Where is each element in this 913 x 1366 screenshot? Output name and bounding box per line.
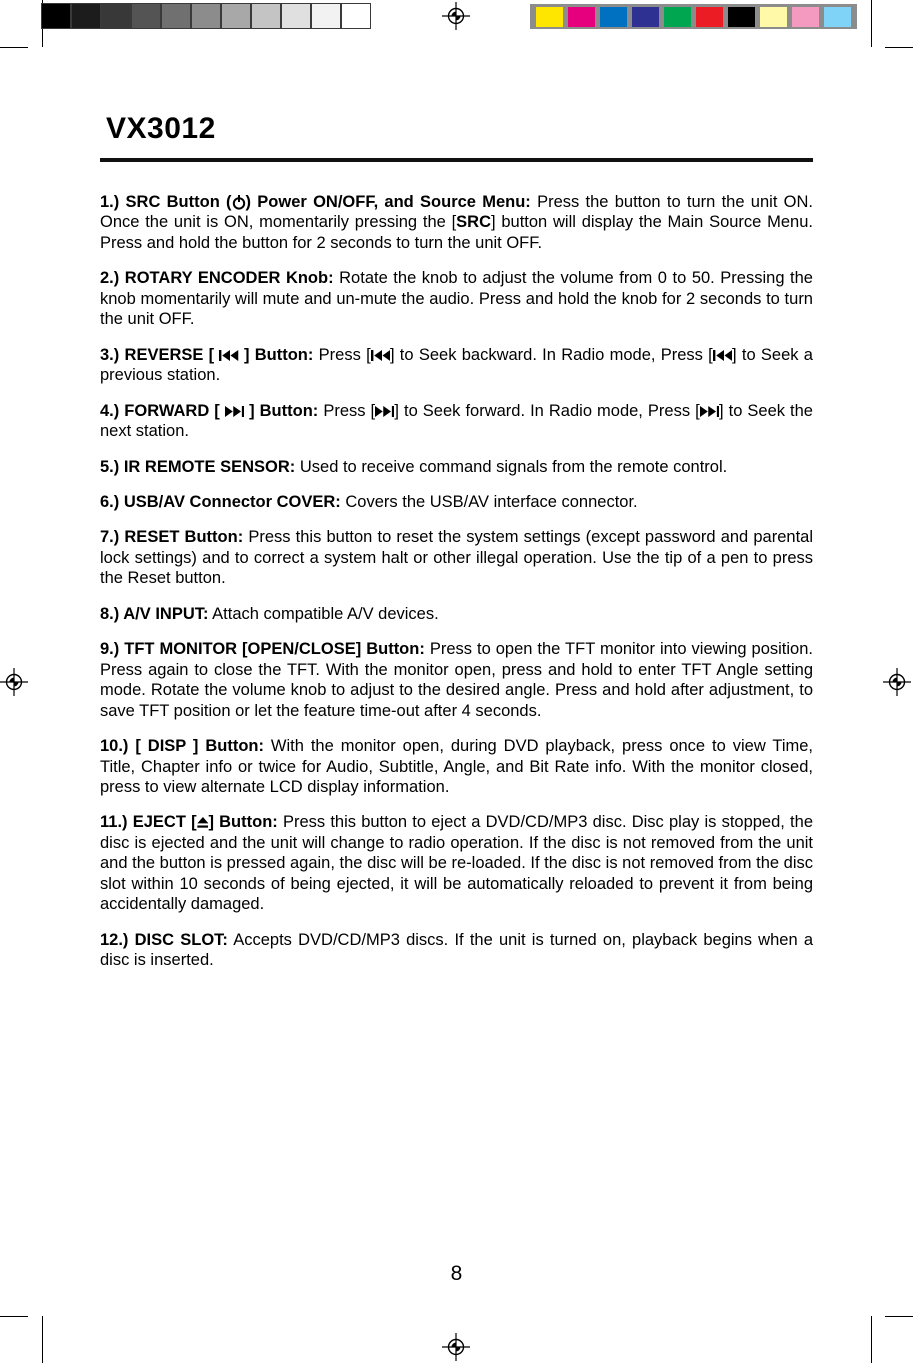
color-swatch (664, 7, 691, 27)
grayscale-swatch (131, 3, 161, 29)
grayscale-swatch (311, 3, 341, 29)
registration-mark (442, 1333, 470, 1361)
crop-mark (871, 1316, 872, 1363)
text-segment: 12.) DISC SLOT: (100, 930, 228, 949)
next-track-icon (225, 406, 244, 417)
next-track-icon (700, 406, 719, 417)
page-title: VX3012 (106, 112, 216, 145)
text-segment: 6.) USB/AV Connector COVER: (100, 492, 341, 511)
text-segment: 8.) A/V INPUT: (100, 604, 209, 623)
crop-mark (0, 1316, 28, 1317)
text-segment: 10.) [ DISP ] Button: (100, 737, 264, 756)
manual-paragraph (100, 736, 813, 797)
title-rule (100, 158, 813, 162)
prev-track-icon (219, 350, 238, 361)
color-swatch (824, 7, 851, 27)
text-segment: Press [ (318, 401, 376, 420)
text-segment: ] to Seek the next station. (100, 401, 813, 441)
manual-paragraph (100, 192, 813, 253)
color-swatch (728, 7, 755, 27)
text-segment: Press [ (313, 345, 371, 364)
text-segment: ] Button: (238, 345, 314, 364)
grayscale-swatch (71, 3, 101, 29)
grayscale-swatch (161, 3, 191, 29)
manual-paragraphs (100, 192, 813, 971)
grayscale-calibration-bar (41, 3, 371, 29)
grayscale-swatch (221, 3, 251, 29)
text-segment: Press this button to reset the system settings (except password and parental lock settings) and to correct a system halt or other illegal operation. Use the tip of a pen to press the Reset button. (100, 528, 813, 588)
manual-paragraph (100, 345, 813, 386)
grayscale-swatch (251, 3, 281, 29)
text-segment: ] button will display the Main Source Menu. Press and hold the button for 2 seconds to turn the unit OFF. (100, 213, 813, 252)
color-swatch (568, 7, 595, 27)
page-content (100, 112, 813, 986)
text-segment: Press the button to turn the unit ON. Once the unit is ON, momentarily pressing the [ (100, 193, 814, 232)
manual-paragraph (100, 930, 813, 971)
text-segment: Press this button to eject a DVD/CD/MP3 disc. Disc play is stopped, the disc is ejected and the unit will change to radio operation. If the disc is not removed from the unit and the button is pressed again, the disc will be re-loaded. If the disc is not removed from the disc slot within 10 seconds of being ejected, it will be automatically reloaded to prevent it from being accidentally damaged. (100, 813, 813, 914)
manual-paragraph (100, 639, 813, 721)
registration-mark (883, 668, 911, 696)
manual-paragraph (100, 457, 813, 477)
prev-track-icon (713, 350, 732, 361)
next-track-icon (375, 406, 394, 417)
text-segment: 7.) RESET Button: (100, 528, 244, 547)
page-number: 8 (450, 1262, 463, 1285)
text-segment: Rotate the knob to adjust the volume from 0 to 50. Pressing the knob momentarily will mute and un-mute the audio. Press and hold the knob for 2 seconds to turn the unit OFF. (100, 269, 813, 329)
text-segment: ] Button: (244, 401, 319, 420)
color-swatch (760, 7, 787, 27)
manual-paragraph (100, 812, 813, 914)
text-segment: Attach compatible A/V devices. (208, 604, 439, 623)
text-segment: SRC (456, 213, 491, 232)
registration-mark (442, 2, 470, 30)
text-segment: ) Power ON/OFF, and Source Menu: (245, 193, 531, 211)
crop-mark (885, 47, 913, 48)
crop-mark (0, 47, 28, 48)
text-segment: ] to Seek backward. In Radio mode, Press [ (389, 345, 713, 364)
color-swatch (536, 7, 563, 27)
eject-icon (197, 817, 209, 828)
text-segment: Covers the USB/AV interface connector. (340, 492, 638, 511)
text-segment: 4.) FORWARD [ (100, 401, 225, 420)
grayscale-swatch (191, 3, 221, 29)
power-icon (232, 195, 246, 210)
text-segment: ] Button: (208, 813, 278, 832)
crop-mark (885, 1316, 913, 1317)
manual-paragraph (100, 527, 813, 588)
prev-track-icon (371, 350, 390, 361)
text-segment: 11.) EJECT [ (100, 813, 197, 832)
color-swatch (600, 7, 627, 27)
grayscale-swatch (41, 3, 71, 29)
text-segment: 3.) REVERSE [ (100, 345, 220, 364)
text-segment: Press to open the TFT monitor into viewing position. Press again to close the TFT. With the monitor open, press and hold to enter TFT Angle setting mode. Rotate the volume knob to adjust to the desired angle. Press and hold after adjustment, to save TFT position or let the feature time-out after 4 seconds. (100, 640, 813, 720)
grayscale-swatch (281, 3, 311, 29)
text-segment: ] to Seek forward. In Radio mode, Press [ (394, 401, 700, 420)
registration-mark (0, 668, 28, 696)
text-segment: 2.) ROTARY ENCODER Knob: (100, 269, 334, 288)
crop-mark (871, 0, 872, 47)
color-swatch (632, 7, 659, 27)
text-segment: ] to Seek a previous station. (100, 345, 813, 385)
manual-paragraph (100, 492, 813, 512)
text-segment: Accepts DVD/CD/MP3 discs. If the unit is turned on, playback begins when a disc is inserted. (100, 930, 814, 970)
manual-paragraph (100, 401, 813, 442)
color-calibration-bar (530, 4, 857, 29)
grayscale-swatch (101, 3, 131, 29)
grayscale-swatch (341, 3, 371, 29)
crop-mark (42, 1316, 43, 1363)
text-segment: 9.) TFT MONITOR [OPEN/CLOSE] Button: (100, 640, 425, 659)
color-swatch (792, 7, 819, 27)
text-segment: 5.) IR REMOTE SENSOR: (100, 457, 296, 476)
manual-paragraph (100, 268, 813, 329)
text-segment: Used to receive command signals from the remote control. (295, 457, 728, 476)
text-segment: With the monitor open, during DVD playback, press once to view Time, Title, Chapter info or twice for Audio, Subtitle, Angle, and Bit Rate info. With the monitor closed, press to view alternate LCD display information. (100, 737, 813, 796)
text-segment: 1.) SRC Button ( (100, 193, 232, 211)
manual-paragraph (100, 604, 813, 624)
color-swatch (696, 7, 723, 27)
